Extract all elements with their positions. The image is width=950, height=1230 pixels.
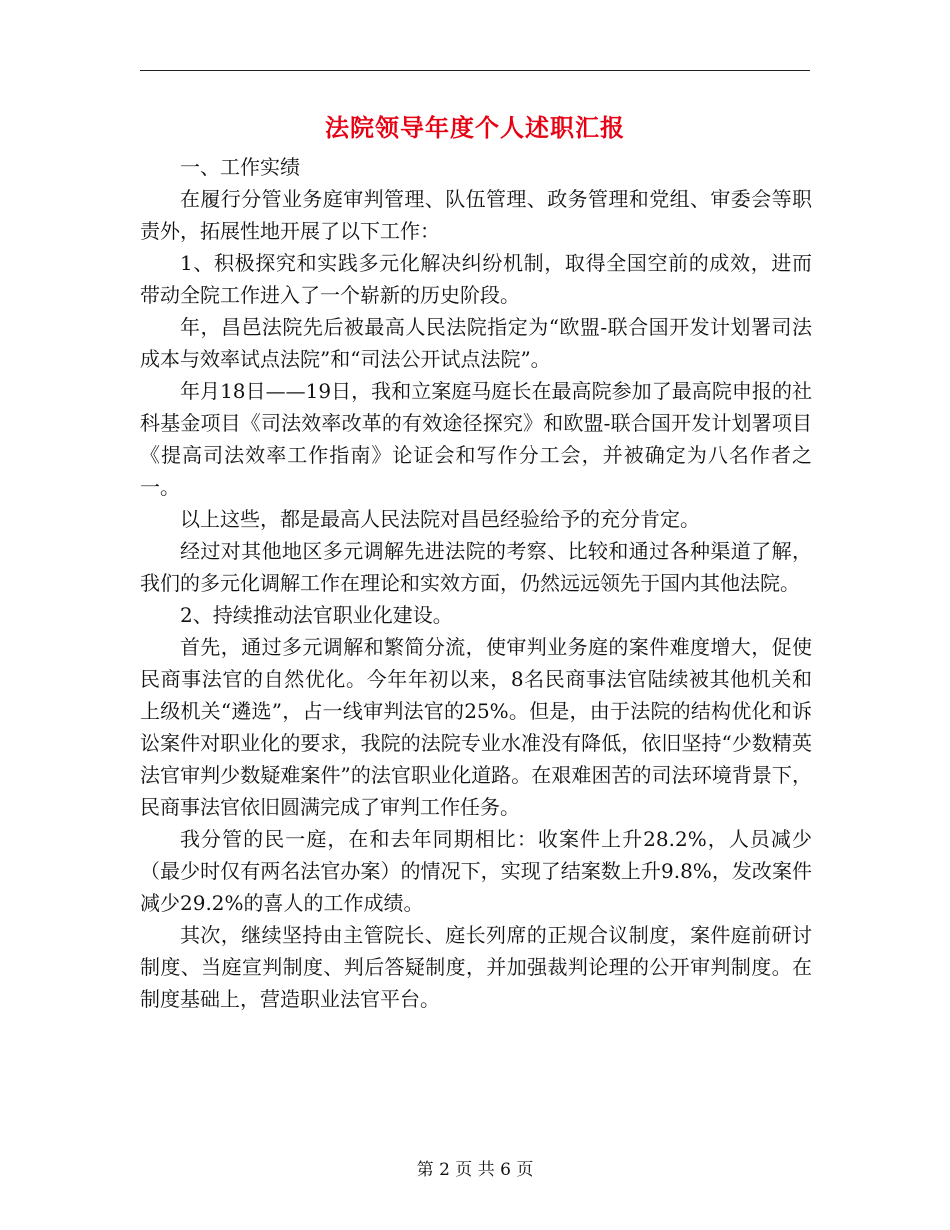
- paragraph: 经过对其他地区多元调解先进法院的考察、比较和通过各种渠道了解，我们的多元化调解工作在理论和实效方面，仍然远远领先于国内其他法院。: [140, 539, 812, 595]
- paragraph: 年，昌邑法院先后被最高人民法院指定为“欧盟-联合国开发计划署司法成本与效率试点法院”和“司法公开试点法院”。: [140, 315, 812, 371]
- document-body: [140, 151, 812, 1015]
- paragraph: 其次，继续坚持由主管院长、庭长列席的正规合议制度，案件庭前研讨制度、当庭宣判制度、判后答疑制度，并加强裁判论理的公开审判制度。在制度基础上，营造职业法官平台。: [140, 923, 812, 1011]
- paragraph: 在履行分管业务庭审判管理、队伍管理、政务管理和党组、审委会等职责外，拓展性地开展了以下工作：: [140, 187, 812, 243]
- paragraph: 我分管的民一庭，在和去年同期相比：收案件上升28.2%，人员减少（最少时仅有两名法官办案）的情况下，实现了结案数上升9.8%，发改案件减少29.2%的喜人的工作成绩。: [140, 827, 812, 915]
- document-title: 法院领导年度个人述职汇报: [325, 113, 625, 142]
- page-number: 第 2 页 共 6 页: [416, 1160, 534, 1180]
- paragraph: 首先，通过多元调解和繁简分流，使审判业务庭的案件难度增大，促使民商事法官的自然优化。今年年初以来，8名民商事法官陆续被其他机关和上级机关“遴选”，占一线审判法官的25%。但是，由于法院的结构优化和诉讼案件对职业化的要求，我院的法院专业水准没有降低，依旧坚持“少数精英法官审判少数疑难案件”的法官职业化道路。在艰难困苦的司法环境背景下，民商事法官依旧圆满完成了审判工作任务。: [140, 635, 812, 819]
- paragraph: 1、积极探究和实践多元化解决纠纷机制，取得全国空前的成效，进而带动全院工作进入了一个崭新的历史阶段。: [140, 251, 812, 307]
- section-heading: 一、工作实绩: [180, 155, 300, 179]
- paragraph: 以上这些，都是最高人民法院对昌邑经验给予的充分肯定。: [180, 507, 700, 531]
- header-rule: [140, 70, 810, 71]
- subsection-heading: 2、持续推动法官职业化建设。: [180, 603, 453, 627]
- paragraph: 年月18日——19日，我和立案庭马庭长在最高院参加了最高院申报的社科基金项目《司法效率改革的有效途径探究》和欧盟-联合国开发计划署项目《提高司法效率工作指南》论证会和写作分工会，并被确定为八名作者之一。: [140, 379, 812, 499]
